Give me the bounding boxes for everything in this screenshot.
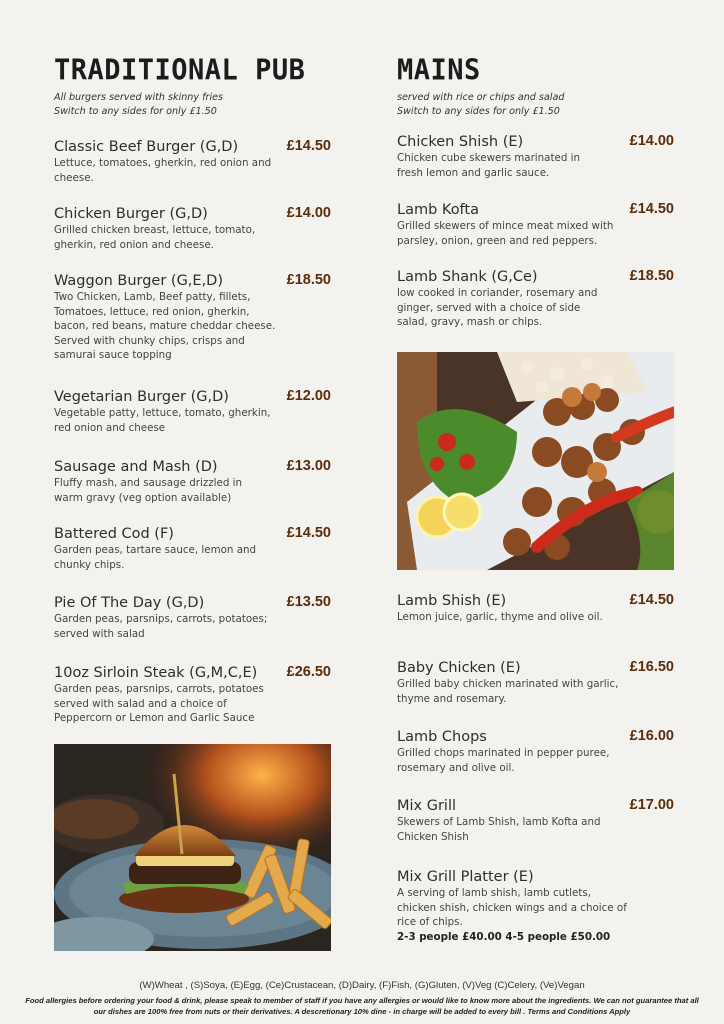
item-name: Sausage and Mash (D) bbox=[54, 459, 218, 475]
item-description: Garden peas, parsnips, carrots, potatoes; served with salad bbox=[54, 613, 268, 640]
item-description: A serving of lamb shish, lamb cutlets, chicken shish, chicken wings and a choice of rice of chips. bbox=[397, 887, 627, 928]
item-description: Two Chicken, Lamb, Beef patty, fillets, Tomatoes, lettuce, red onion, gherkin, bacon, red beans, mature cheddar cheese. Served with chunky chips, crisps and samurai sauce topping bbox=[54, 291, 276, 361]
allergen-key: (W)Wheat , (S)Soya, (E)Egg, (Ce)Crustacean, (D)Dairy, (F)Fish, (G)Gluten, (V)Veg (C)Celery, (Ve)Vegan bbox=[139, 980, 585, 991]
item-price: £14.50 bbox=[286, 138, 331, 154]
item-price: £18.50 bbox=[629, 268, 674, 284]
section-title-mains: MAINS bbox=[397, 54, 481, 87]
item-price: £14.50 bbox=[629, 201, 674, 217]
item-price: £26.50 bbox=[286, 664, 331, 680]
menu-item bbox=[397, 659, 677, 706]
traditional-pub-section bbox=[54, 54, 334, 724]
mix-grill-photo bbox=[397, 352, 674, 570]
section-subtitle-sides: Switch to any sides for only £1.50 bbox=[54, 106, 217, 117]
item-description: Grilled skewers of mince meat mixed with parsley, onion, green and red peppers. bbox=[397, 220, 614, 247]
item-price: £13.00 bbox=[286, 458, 331, 474]
item-name: Battered Cod (F) bbox=[54, 526, 174, 542]
item-price: £16.50 bbox=[629, 659, 674, 675]
item-price: £14.50 bbox=[286, 525, 331, 541]
item-price: £14.00 bbox=[629, 133, 674, 149]
menu-item bbox=[397, 133, 677, 180]
item-name: Vegetarian Burger (G,D) bbox=[54, 389, 229, 405]
menu-item bbox=[397, 201, 677, 248]
item-name: Lamb Chops bbox=[397, 729, 487, 745]
item-price: £18.50 bbox=[286, 272, 331, 288]
menu-item bbox=[397, 797, 677, 844]
menu-item bbox=[54, 458, 334, 505]
grill-platter-image bbox=[397, 352, 674, 570]
item-description: Lemon juice, garlic, thyme and olive oil. bbox=[397, 611, 603, 623]
menu-item bbox=[397, 592, 677, 625]
menu-item bbox=[54, 388, 334, 435]
menu-item bbox=[54, 272, 334, 363]
menu-item bbox=[54, 594, 334, 641]
menu-item bbox=[54, 138, 334, 185]
item-name: Chicken Burger (G,D) bbox=[54, 206, 208, 222]
section-subtitle: All burgers served with skinny fries bbox=[54, 92, 224, 103]
item-price: £14.50 bbox=[629, 592, 674, 608]
item-description: Skewers of Lamb Shish, lamb Kofta and Chicken Shish bbox=[397, 816, 601, 843]
menu-item bbox=[54, 664, 334, 726]
item-description: Garden peas, parsnips, carrots, potatoes served with salad and a choice of Peppercorn or Lemon and Garlic Sauce bbox=[54, 683, 264, 724]
item-name: Lamb Shank (G,Ce) bbox=[397, 269, 538, 285]
item-price: £14.00 bbox=[286, 205, 331, 221]
item-description: Lettuce, tomatoes, gherkin, red onion and cheese. bbox=[54, 157, 272, 184]
section-title-traditional-pub: TRADITIONAL PUB bbox=[54, 54, 306, 87]
item-description: Grilled chicken breast, lettuce, tomato, gherkin, red onion and cheese. bbox=[54, 224, 256, 251]
item-name: Mix Grill Platter (E) bbox=[397, 869, 534, 885]
item-description: Vegetable patty, lettuce, tomato, gherkin, red onion and cheese bbox=[54, 407, 271, 434]
section-subtitle-sides: Switch to any sides for only £1.50 bbox=[397, 106, 560, 117]
item-name: Baby Chicken (E) bbox=[397, 660, 521, 676]
item-description: Fluffy mash, and sausage drizzled in warm gravy (veg option available) bbox=[54, 477, 243, 504]
menu-item bbox=[397, 268, 677, 330]
item-price: £16.00 bbox=[629, 728, 674, 744]
menu-item bbox=[397, 728, 677, 775]
item-name: Classic Beef Burger (G,D) bbox=[54, 139, 239, 155]
item-description: Grilled baby chicken marinated with garlic, thyme and rosemary. bbox=[397, 678, 619, 705]
item-name: Mix Grill bbox=[397, 798, 457, 814]
item-name: Pie Of The Day (G,D) bbox=[54, 595, 205, 611]
group-pricing: 2-3 people £40.00 4-5 people £50.00 bbox=[397, 930, 611, 943]
item-price: £13.50 bbox=[286, 594, 331, 610]
section-subtitle: served with rice or chips and salad bbox=[397, 92, 565, 103]
item-description: Chicken cube skewers marinated in fresh lemon and garlic sauce. bbox=[397, 152, 581, 179]
menu-item bbox=[54, 525, 334, 572]
menu-item bbox=[397, 868, 677, 945]
mains-section bbox=[397, 54, 677, 943]
burger-photo bbox=[54, 744, 331, 951]
item-price: £17.00 bbox=[629, 797, 674, 813]
item-name: Waggon Burger (G,E,D) bbox=[54, 273, 224, 289]
item-name: Lamb Kofta bbox=[397, 202, 479, 218]
burger-image bbox=[54, 744, 331, 951]
item-name: Chicken Shish (E) bbox=[397, 134, 524, 150]
item-description: low cooked in coriander, rosemary and ginger, served with a choice of side salad, gravy, mash or chips. bbox=[397, 287, 598, 328]
item-description: Garden peas, tartare sauce, lemon and chunky chips. bbox=[54, 544, 257, 571]
allergy-notice: Food allergies before ordering your food & drink, please speak to member of staff if you have any allergies or would like to know more about the ingredients. We can not guarantee that all our dishes are 100% free from nuts or their derivatives. A descretionary 10% dine - in charge will be added to every bill . Terms and Conditions Apply bbox=[25, 996, 699, 1016]
menu-item bbox=[54, 205, 334, 252]
item-description: Grilled chops marinated in pepper puree, rosemary and olive oil. bbox=[397, 747, 610, 774]
item-price: £12.00 bbox=[286, 388, 331, 404]
item-name: Lamb Shish (E) bbox=[397, 593, 507, 609]
item-name: 10oz Sirloin Steak (G,M,C,E) bbox=[54, 665, 258, 681]
